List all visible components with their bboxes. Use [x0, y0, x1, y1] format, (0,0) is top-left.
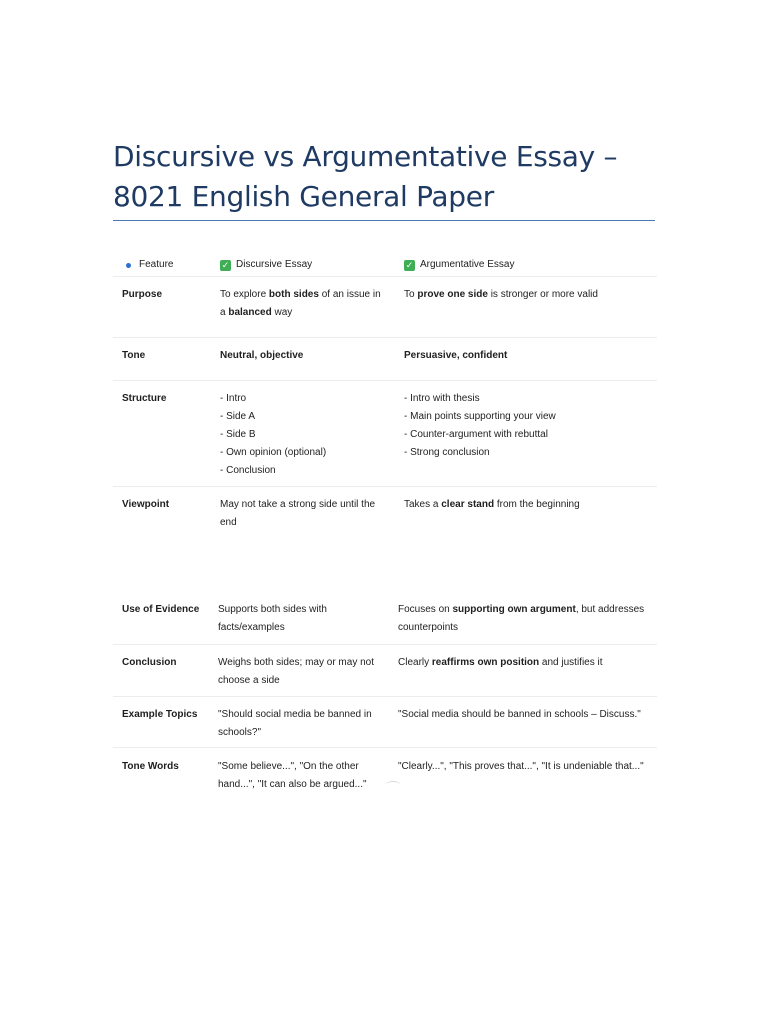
row-discursive: "Some believe...", "On the other hand...", "It can also be argued..."	[218, 761, 367, 790]
text-segment: Focuses on	[398, 604, 453, 615]
table-row	[113, 381, 657, 487]
row-discursive: May not take a strong side until the end	[220, 499, 376, 528]
row-argumentative	[404, 496, 654, 514]
list-item: - Conclusion	[220, 465, 276, 476]
row-argumentative	[404, 286, 654, 304]
list-item: - Side B	[220, 429, 256, 440]
header-discursive	[220, 256, 385, 274]
title-divider	[113, 220, 655, 221]
text-segment: from the beginning	[494, 499, 580, 510]
row-feature: Viewpoint	[122, 499, 170, 510]
row-feature: Purpose	[122, 289, 163, 300]
comparison-table-part-1	[113, 256, 657, 541]
bullet-dot-icon	[126, 263, 131, 268]
header-discursive-label: Discursive Essay	[236, 259, 313, 270]
text-segment: is stronger or more valid	[487, 289, 598, 300]
table-header-row	[113, 256, 657, 277]
header-argumentative	[404, 256, 654, 274]
text-segment: , but addresses counterpoints	[398, 604, 645, 633]
row-discursive: Neutral, objective	[220, 350, 304, 361]
bold-segment: prove one side	[417, 289, 488, 300]
list-item: - Counter-argument with rebuttal	[404, 429, 548, 440]
list-item: - Side A	[220, 411, 256, 422]
table-row	[113, 748, 657, 798]
bold-segment: clear stand	[441, 499, 495, 510]
text-segment: Takes a	[404, 499, 442, 510]
page-title: Discursive vs Argumentative Essay – 8021 English General Paper	[113, 140, 618, 213]
text-segment: of an issue in a	[220, 289, 381, 318]
row-feature: Structure	[122, 393, 167, 404]
header-feature-label: Feature	[139, 259, 174, 270]
row-discursive	[220, 286, 385, 322]
row-discursive: "Should social media be banned in schools?"	[218, 709, 372, 738]
text-segment: and justifies it	[539, 657, 603, 668]
row-argumentative: "Social media should be banned in schools – Discuss."	[398, 709, 641, 720]
list-item: - Strong conclusion	[404, 447, 490, 458]
row-feature: Tone Words	[122, 761, 179, 772]
row-argumentative: Persuasive, confident	[404, 350, 508, 361]
scroll-hint-arc	[385, 781, 401, 790]
bold-segment: balanced	[228, 307, 272, 318]
text-segment: To explore	[220, 289, 269, 300]
row-feature: Tone	[122, 350, 146, 361]
check-mark-icon: ✓	[221, 259, 230, 270]
row-feature: Example Topics	[122, 709, 198, 720]
comparison-table-part-2	[113, 601, 657, 798]
bold-segment: supporting own argument	[452, 604, 576, 615]
text-segment: To	[404, 289, 418, 300]
row-argumentative	[398, 654, 654, 672]
table-row	[113, 645, 657, 697]
row-argumentative: "Clearly...", "This proves that...", "It is undeniable that..."	[398, 761, 644, 772]
header-feature	[122, 256, 173, 274]
row-feature: Conclusion	[122, 657, 177, 668]
text-segment: Clearly	[398, 657, 432, 668]
row-discursive	[220, 390, 385, 480]
bold-segment: reaffirms own position	[431, 657, 540, 668]
row-argumentative	[404, 390, 654, 462]
table-row	[113, 286, 657, 338]
row-discursive: Supports both sides with facts/examples	[218, 604, 327, 633]
table-row	[113, 601, 657, 645]
list-item: - Intro with thesis	[404, 393, 480, 404]
header-argumentative-label: Argumentative Essay	[420, 259, 515, 270]
text-segment: way	[271, 307, 293, 318]
row-discursive: Weighs both sides; may or may not choose a side	[218, 657, 374, 686]
list-item: - Own opinion (optional)	[220, 447, 327, 458]
row-feature: Use of Evidence	[122, 604, 200, 615]
row-argumentative	[398, 601, 654, 637]
table-row	[113, 487, 657, 541]
bold-segment: both sides	[268, 289, 319, 300]
table-row	[113, 697, 657, 748]
list-item: - Main points supporting your view	[404, 411, 556, 422]
table-row	[113, 338, 657, 381]
check-mark-icon: ✓	[405, 259, 414, 270]
list-item: - Intro	[220, 393, 247, 404]
